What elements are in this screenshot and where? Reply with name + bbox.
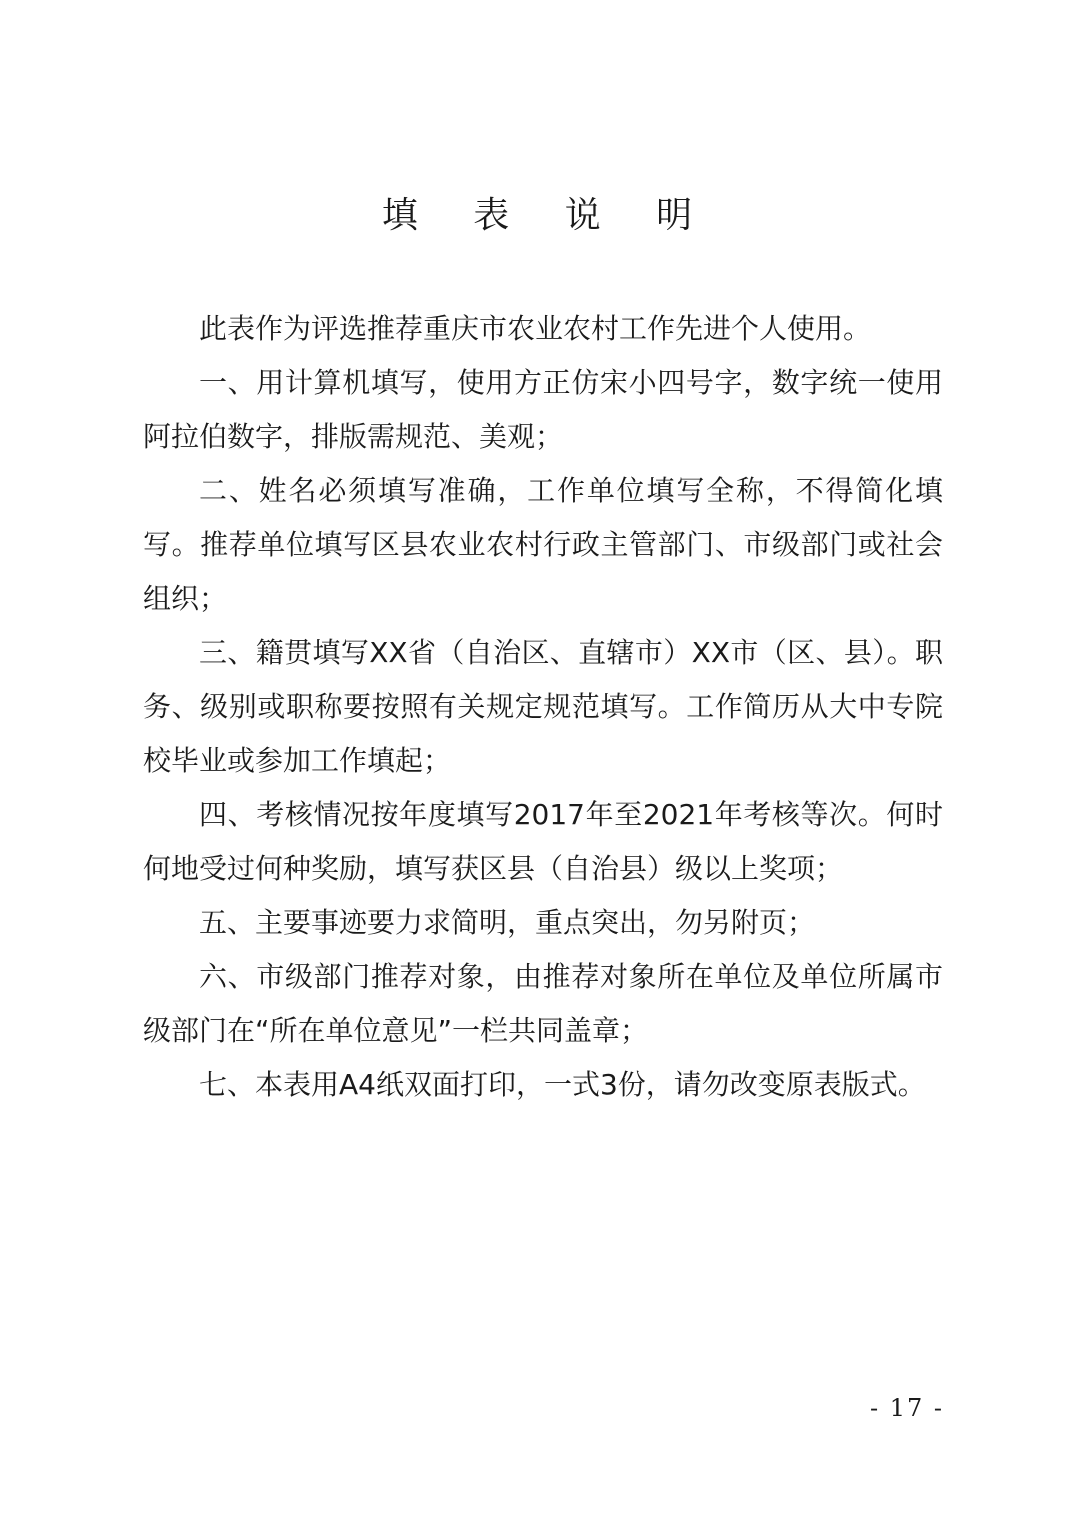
paragraph-item-2: 二、姓名必须填写准确，工作单位填写全称，不得简化填写。推荐单位填写区县农业农村行政主管部门、市级部门或社会组织；	[143, 474, 943, 615]
page-number: - 17 -	[869, 1394, 944, 1422]
paragraph-item-7: 七、本表用A4纸双面打印，一式3份，请勿改变原表版式。	[199, 1068, 926, 1101]
paragraph-intro: 此表作为评选推荐重庆市农业农村工作先进个人使用。	[199, 312, 872, 345]
paragraph-item-5: 五、主要事迹要力求简明，重点突出，勿另附页；	[199, 906, 816, 939]
paragraph-item-4: 四、考核情况按年度填写2017年至2021年考核等次。何时何地受过何种奖励，填写获区县（自治县）级以上奖项；	[143, 798, 943, 885]
paragraph-item-1: 一、用计算机填写，使用方正仿宋小四号字，数字统一使用阿拉伯数字，排版需规范、美观；	[143, 366, 943, 453]
paragraph-item-6: 六、市级部门推荐对象，由推荐对象所在单位及单位所属市级部门在“所在单位意见”一栏共同盖章；	[143, 960, 943, 1047]
page-title: 填 表 说 明	[381, 195, 715, 236]
paragraph-item-3: 三、籍贯填写XX省（自治区、直辖市）XX市（区、县）。职务、级别或职称要按照有关规定规范填写。工作简历从大中专院校毕业或参加工作填起；	[143, 636, 943, 777]
instructions-body	[143, 302, 943, 1112]
